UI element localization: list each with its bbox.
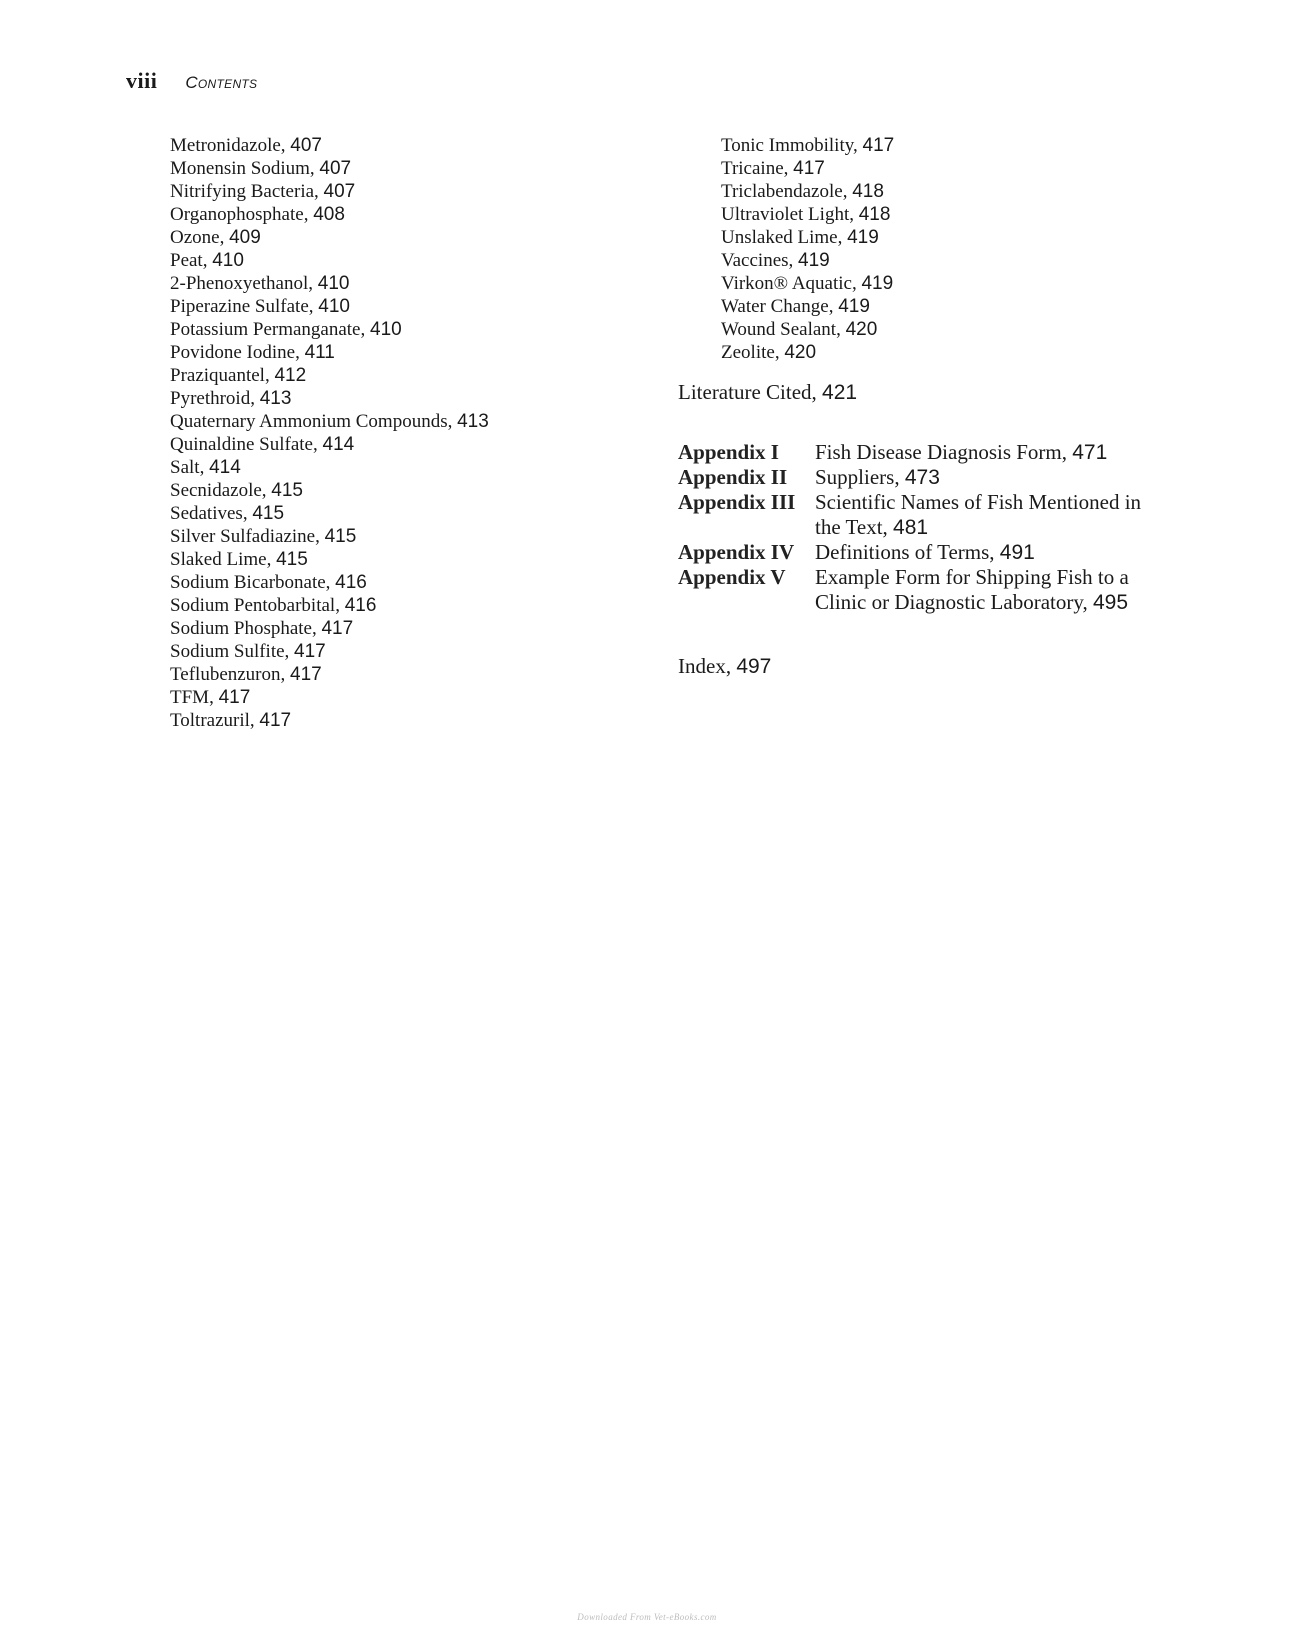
appendix-page: 491 [999,541,1035,564]
toc-entry: Ultraviolet Light, 418 [721,204,891,225]
appendix-label: Appendix II [678,465,788,489]
toc-entry: Water Change, 419 [721,296,870,317]
toc-entry: Toltrazuril, 417 [170,710,292,731]
toc-entry-page: 415 [271,480,303,501]
toc-entry-page: 419 [861,273,894,294]
toc-entry-page: 414 [322,434,355,455]
appendix-entry: Example Form for Shipping Fish to a Clinic or Diagnostic Laboratory, 495 [815,565,1129,614]
toc-entry-title: Wound Sealant [721,319,837,340]
toc-entry: Sodium Phosphate, 417 [170,618,354,639]
toc-entry: Salt, 414 [170,457,241,478]
toc-entry: Nitrifying Bacteria, 407 [170,181,356,202]
toc-entry-page: 416 [344,595,377,616]
toc-entry-page: 410 [318,296,350,317]
literature-cited-page: 421 [822,381,858,404]
toc-entry-title: Tricaine [721,158,784,179]
toc-entry: Peat, 410 [170,250,244,271]
appendix-label: Appendix I [678,440,779,464]
toc-entry-page: 417 [294,641,326,662]
index-title: Index [678,654,726,678]
toc-entry-title: Povidone Iodine [170,342,296,363]
toc-entry: Ozone, 409 [170,227,261,248]
appendix-table [678,440,1160,615]
toc-entry-title: Salt [170,457,200,478]
toc-entry: Povidone Iodine, 411 [170,342,335,363]
appendix-entry: Scientific Names of Fish Mentioned in the Text, 481 [815,490,1142,539]
toc-entry-page: 415 [276,549,308,570]
page-number: viii [126,68,158,93]
toc-entry: Piperazine Sulfate, 410 [170,296,350,317]
appendix-row [678,465,1160,490]
toc-entry-title: Piperazine Sulfate [170,296,309,317]
toc-entry: Quinaldine Sulfate, 414 [170,434,355,455]
toc-entry-page: 407 [319,158,352,179]
toc-entry-title: Pyrethroid [170,388,251,409]
toc-entry: Sodium Bicarbonate, 416 [170,572,367,593]
toc-entry: Pyrethroid, 413 [170,388,292,409]
toc-entry-title: Water Change [721,296,829,317]
toc-entry: TFM, 417 [170,687,251,708]
toc-entry-page: 409 [229,227,261,248]
toc-entry-page: 413 [457,411,489,432]
index-entry: Index, 497 [678,654,772,678]
toc-entry-title: Metronidazole [170,135,281,156]
appendix-label: Appendix III [678,490,796,514]
toc-entry-title: Ultraviolet Light [721,204,850,225]
toc-entry-page: 417 [218,687,251,708]
appendix-row [678,440,1160,465]
appendix-label: Appendix V [678,565,786,589]
toc-entry: Sedatives, 415 [170,503,285,524]
appendix-entry: Fish Disease Diagnosis Form, 471 [815,440,1108,464]
toc-entry-page: 410 [317,273,350,294]
index-page: 497 [736,655,772,678]
toc-entry: Triclabendazole, 418 [721,181,884,202]
toc-entry-page: 415 [252,503,285,524]
toc-entry: Slaked Lime, 415 [170,549,308,570]
toc-entry-title: Quinaldine Sulfate [170,434,313,455]
toc-entry-title: Peat [170,250,203,271]
toc-entry-page: 417 [862,135,895,156]
toc-entry-page: 418 [858,204,891,225]
appendix-row [678,565,1160,615]
toc-entry-title: Silver Sulfadiazine [170,526,316,547]
toc-entry: Sodium Pentobarbital, 416 [170,595,377,616]
toc-entry: Secnidazole, 415 [170,480,303,501]
toc-entry-page: 415 [324,526,357,547]
appendix-entry: Suppliers, 473 [815,465,940,489]
appendix-title: Suppliers [815,465,895,489]
toc-entry-title: Unslaked Lime [721,227,838,248]
toc-entry-page: 417 [259,710,292,731]
appendix-title: Example Form for Shipping Fish to a Clinic or Diagnostic Laboratory [815,565,1129,614]
toc-entry-title: Sodium Pentobarbital [170,595,336,616]
toc-entry-title: Sodium Phosphate [170,618,312,639]
toc-entry-title: Praziquantel [170,365,265,386]
toc-entry-page: 417 [290,664,322,685]
toc-entry-page: 419 [847,227,879,248]
appendix-title: Scientific Names of Fish Mentioned in the Text [815,490,1142,539]
toc-entry-title: Monensin Sodium [170,158,310,179]
toc-entry-page: 419 [838,296,870,317]
toc-entry-title: Ozone [170,227,220,248]
literature-cited-title: Literature Cited [678,380,812,404]
toc-entry-title: Potassium Permanganate [170,319,361,340]
running-title: Contents [185,73,258,92]
toc-entry: Zeolite, 420 [721,342,817,363]
appendix-label: Appendix IV [678,540,795,564]
appendix-page: 495 [1092,591,1129,614]
toc-entry: Quaternary Ammonium Compounds, 413 [170,411,489,432]
toc-entry-page: 418 [852,181,884,202]
toc-entry-page: 419 [798,250,830,271]
toc-entry-title: Organophosphate [170,204,304,225]
toc-entry-page: 410 [370,319,402,340]
toc-entry-page: 407 [290,135,322,156]
toc-entry: Tonic Immobility, 417 [721,135,895,156]
toc-entry-title: Sodium Bicarbonate [170,572,326,593]
toc-right-column [678,134,1178,680]
toc-left-column [170,134,650,732]
running-head [126,68,257,94]
toc-entry-page: 412 [274,365,307,386]
appendix-title: Definitions of Terms [815,540,990,564]
literature-cited-entry: Literature Cited, 421 [678,380,858,404]
toc-entry-page: 417 [793,158,825,179]
appendix-title: Fish Disease Diagnosis Form [815,440,1062,464]
toc-entry-page: 420 [845,319,878,340]
toc-entry: Silver Sulfadiazine, 415 [170,526,357,547]
appendix-entry: Definitions of Terms, 491 [815,540,1035,564]
toc-entry-title: Teflubenzuron [170,664,281,685]
toc-entry-title: TFM [170,687,210,708]
toc-entry-title: Nitrifying Bacteria [170,181,315,202]
toc-entry-page: 414 [209,457,241,478]
appendix-page: 481 [893,516,929,539]
toc-entry-page: 417 [321,618,354,639]
right-entry-list [721,134,1178,364]
toc-entry-page: 413 [259,388,292,409]
toc-entry: Potassium Permanganate, 410 [170,319,402,340]
toc-entry-title: Toltrazuril [170,710,250,731]
toc-entry-title: Virkon® Aquatic [721,273,852,294]
toc-entry: Wound Sealant, 420 [721,319,878,340]
toc-entry-title: Sodium Sulfite [170,641,285,662]
appendix-page: 473 [904,466,940,489]
toc-entry: 2-Phenoxyethanol, 410 [170,273,350,294]
toc-entry-page: 408 [313,204,345,225]
toc-entry: Organophosphate, 408 [170,204,345,225]
toc-entry-title: Sedatives [170,503,243,524]
left-entry-list [170,134,650,732]
toc-entry-title: Secnidazole [170,480,262,501]
toc-entry-page: 416 [335,572,367,593]
toc-entry: Teflubenzuron, 417 [170,664,322,685]
toc-entry-title: Quaternary Ammonium Compounds [170,411,448,432]
toc-entry-page: 420 [784,342,817,363]
toc-entry: Metronidazole, 407 [170,135,322,156]
appendix-row [678,490,1160,540]
toc-entry-title: Slaked Lime [170,549,267,570]
toc-entry-title: Triclabendazole [721,181,843,202]
toc-entry-title: Vaccines [721,250,789,271]
toc-entry-page: 407 [323,181,356,202]
toc-entry-page: 410 [212,250,244,271]
toc-entry: Sodium Sulfite, 417 [170,641,326,662]
toc-entry: Unslaked Lime, 419 [721,227,879,248]
toc-entry-title: 2-Phenoxyethanol [170,273,309,294]
toc-entry: Tricaine, 417 [721,158,825,179]
appendix-page: 471 [1072,441,1108,464]
footer-watermark: Downloaded From Vet-eBooks.com [577,1612,717,1622]
toc-entry-page: 411 [304,342,335,363]
toc-entry-title: Zeolite [721,342,775,363]
toc-entry: Praziquantel, 412 [170,365,307,386]
appendix-row [678,540,1160,565]
toc-entry-title: Tonic Immobility [721,135,854,156]
toc-entry: Vaccines, 419 [721,250,830,271]
toc-entry: Monensin Sodium, 407 [170,158,352,179]
toc-entry: Virkon® Aquatic, 419 [721,273,894,294]
